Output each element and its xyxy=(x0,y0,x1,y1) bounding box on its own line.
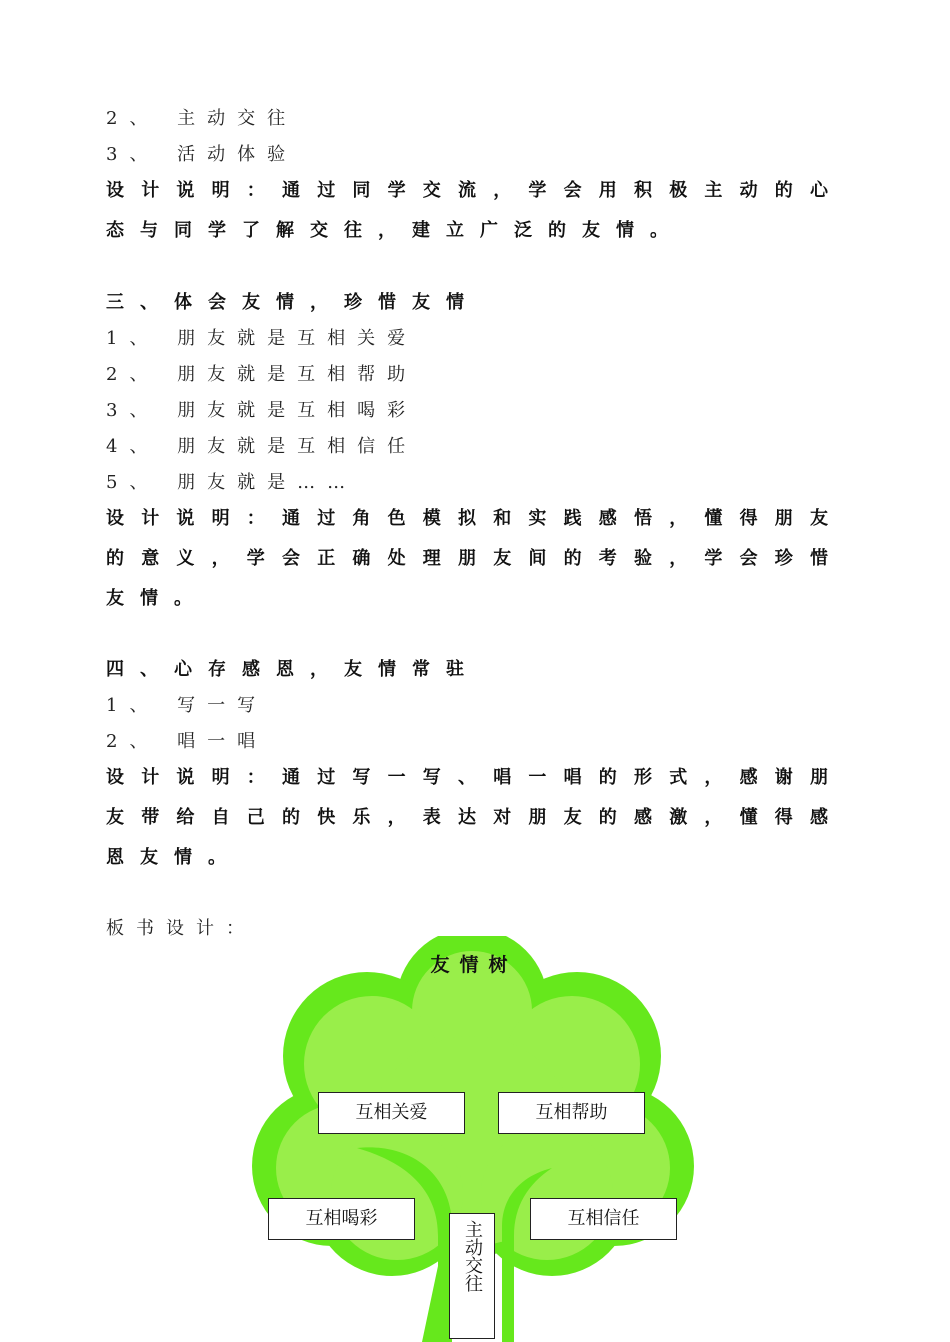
box-mutual-help: 互相帮助 xyxy=(498,1092,645,1134)
section-3-heading: 三、体会友情，珍惜友情 xyxy=(106,292,480,313)
line-2: 2、 主动交往 xyxy=(106,108,298,129)
design-note-1a: 设计说明：通过同学交流，学会用积极主动的心 xyxy=(106,180,828,201)
trunk-label-box: 主动交往 xyxy=(449,1213,495,1339)
design-note-3b: 友带给自己的快乐，表达对朋友的感激，懂得感 xyxy=(106,807,828,828)
design-note-2b: 的意义，学会正确处理朋友间的考验，学会珍惜 xyxy=(106,548,828,569)
section-4-item-1: 1、 写一写 xyxy=(106,695,268,716)
design-note-3a: 设计说明：通过写一写、唱一唱的形式，感谢朋 xyxy=(106,767,828,788)
section-3-item-5: 5、 朋友就是…… xyxy=(106,472,358,493)
section-3-item-4: 4、 朋友就是互相信任 xyxy=(106,436,418,457)
box-mutual-trust: 互相信任 xyxy=(530,1198,677,1240)
box-mutual-care: 互相关爱 xyxy=(318,1092,465,1134)
section-3-item-1: 1、 朋友就是互相关爱 xyxy=(106,328,418,349)
board-design-label: 板书设计： xyxy=(106,918,256,939)
design-note-1b: 态与同学了解交往，建立广泛的友情。 xyxy=(106,220,684,241)
line-3: 3、 活动体验 xyxy=(106,144,298,165)
section-4-heading: 四、心存感恩，友情常驻 xyxy=(106,659,480,680)
section-4-item-2: 2、 唱一唱 xyxy=(106,731,268,752)
section-3-item-2: 2、 朋友就是互相帮助 xyxy=(106,364,418,385)
design-note-3c: 恩友情。 xyxy=(106,847,242,868)
section-3-item-3: 3、 朋友就是互相喝彩 xyxy=(106,400,418,421)
tree-title: 友情树 xyxy=(430,954,518,976)
design-note-2c: 友情。 xyxy=(106,588,208,609)
design-note-2a: 设计说明：通过角色模拟和实践感悟，懂得朋友 xyxy=(106,508,828,529)
box-mutual-cheer: 互相喝彩 xyxy=(268,1198,415,1240)
friendship-tree-diagram xyxy=(252,936,696,1342)
